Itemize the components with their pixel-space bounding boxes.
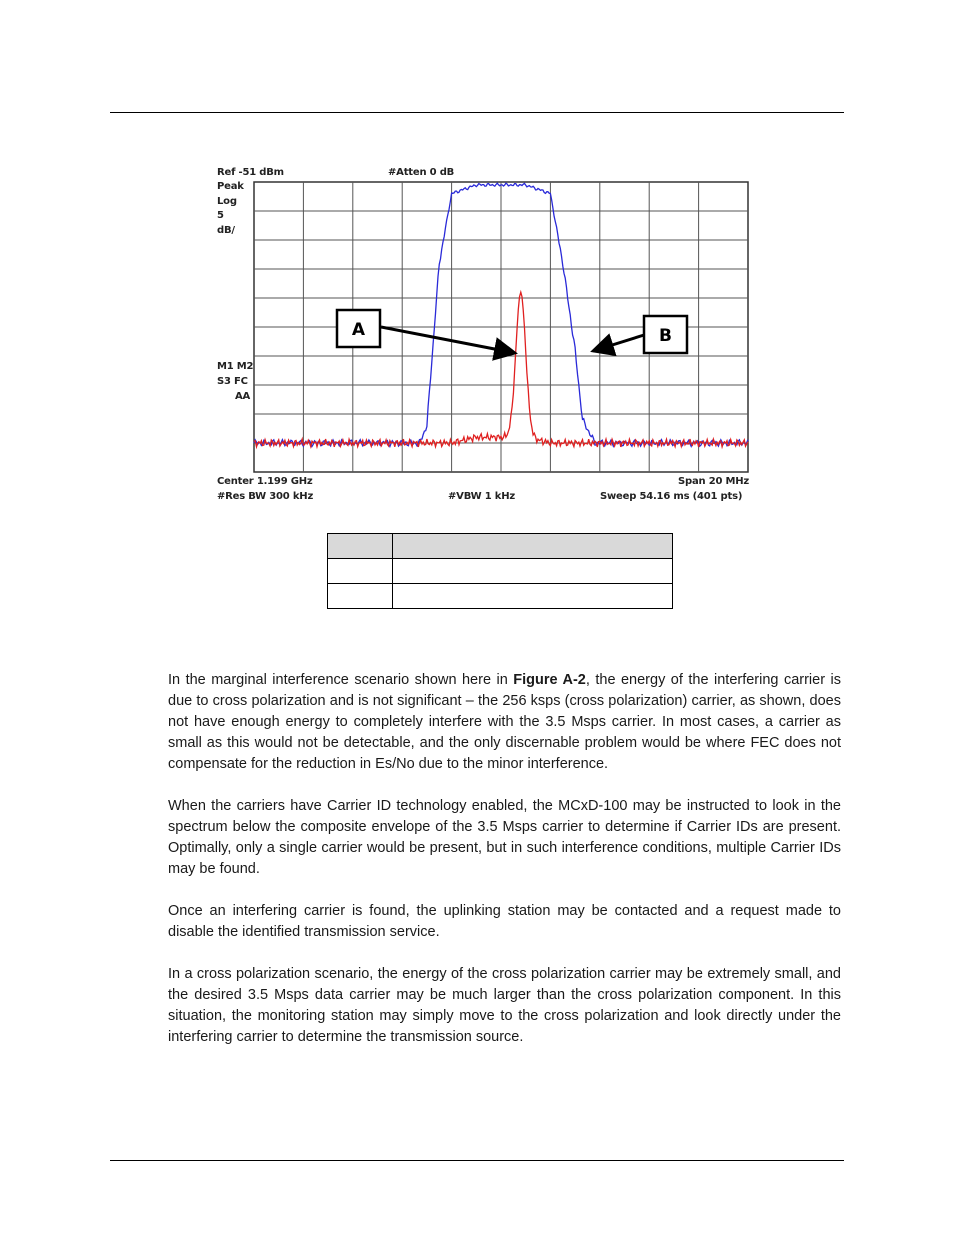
marker-label-aa: AA xyxy=(235,391,251,402)
paragraph-1: In the marginal interference scenario shown here in Figure A-2, the energy of the interfering carrier is due to cross polarization and is not significant – the 256 ksps (cross polarization) carrier, as shown, does not have enough energy to completely interfere with the 3.5 Msps carrier. In most cases, a carrier as small as this would not be detectable, and the only discernable problem would be where FEC does not compensate for the reduction in Es/No due to the minor interference. xyxy=(168,672,841,772)
sweep-label: Sweep 54.16 ms (401 pts) xyxy=(600,491,743,502)
legend-table xyxy=(327,533,673,609)
callout-a-label: A xyxy=(351,320,366,340)
detector-label: Peak xyxy=(217,181,244,192)
spectrum-analyzer-figure xyxy=(210,160,760,510)
table-row xyxy=(328,559,673,584)
table-cell xyxy=(328,584,393,609)
ref-level-label: Ref -51 dBm xyxy=(217,167,284,178)
header-rule xyxy=(110,112,844,113)
marker-label-s3fc: S3 FC xyxy=(217,376,248,387)
spectrum-plot xyxy=(210,160,760,510)
table-cell xyxy=(328,559,393,584)
table-cell xyxy=(393,559,673,584)
table-cell xyxy=(393,584,673,609)
attenuation-label: #Atten 0 dB xyxy=(388,167,455,178)
table-cell xyxy=(328,534,393,559)
table-cell xyxy=(393,534,673,559)
table-header-row xyxy=(328,534,673,559)
res-bw-label: #Res BW 300 kHz xyxy=(217,491,314,502)
scale-unit-label: dB/ xyxy=(217,225,235,236)
paragraph-3: Once an interfering carrier is found, the uplinking station may be contacted and a request made to disable the identified transmission service. xyxy=(168,903,841,940)
vbw-label: #VBW 1 kHz xyxy=(448,491,515,502)
figure-reference: Figure A-2 xyxy=(513,672,586,688)
paragraph-2: When the carriers have Carrier ID technology enabled, the MCxD-100 may be instructed to look in the spectrum below the composite envelope of the 3.5 Msps carrier to determine if Carrier IDs are present. Optimally, only a single carrier would be present, but in such interference conditions, multiple Carrier IDs may be found. xyxy=(168,798,841,877)
callout-b-label: B xyxy=(659,326,672,346)
paragraph-4: In a cross polarization scenario, the energy of the cross polarization carrier may be extremely small, and the desired 3.5 Msps data carrier may be much larger than the cross polarization component. In this situation, the monitoring station may simply move to the cross polarization and look directly under the interfering carrier to determine the transmission source. xyxy=(168,966,841,1045)
table-row xyxy=(328,584,673,609)
span-label: Span 20 MHz xyxy=(678,476,750,487)
marker-label-m1m2: M1 M2 xyxy=(217,361,254,372)
scale-value-label: 5 xyxy=(217,210,224,221)
scale-type-label: Log xyxy=(217,196,237,207)
body-text xyxy=(168,670,841,1069)
center-frequency-label: Center 1.199 GHz xyxy=(217,476,313,487)
footer-rule xyxy=(110,1160,844,1161)
